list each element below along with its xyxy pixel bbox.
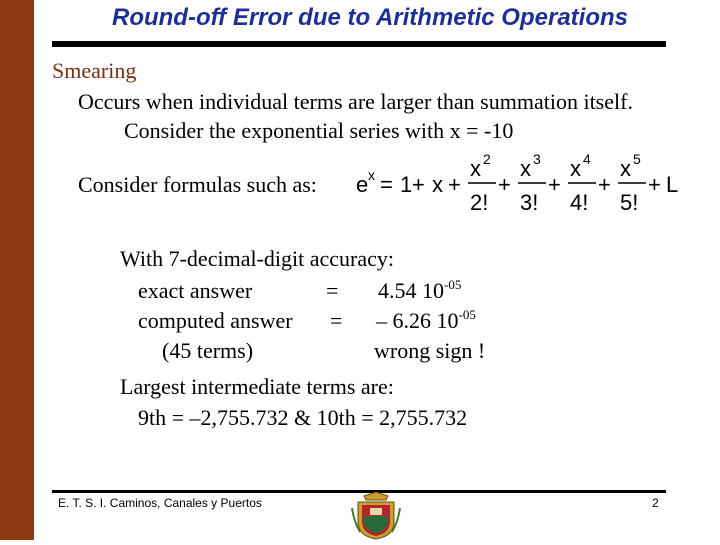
terms-note: (45 terms) — [162, 338, 254, 363]
footer-institution: E. T. S. I. Caminos, Canales y Puertos — [58, 496, 262, 510]
slide-sidebar — [0, 0, 34, 540]
series-text: Consider the exponential series with x = -10 — [124, 118, 514, 143]
formula-plus-3: + — [498, 172, 511, 197]
formula-eq: = — [380, 172, 393, 197]
exact-label: exact answer — [138, 278, 253, 303]
term-5-den: 5! — [620, 190, 639, 215]
formula-plus-1: + — [412, 172, 425, 197]
term-2-num: x — [470, 156, 481, 181]
term-3-pow: 3 — [533, 151, 541, 167]
term-2-pow: 2 — [483, 151, 491, 167]
term-2-den: 2! — [470, 190, 489, 215]
formula-plus-5: + — [598, 172, 611, 197]
formula-plus-6: + — [648, 172, 661, 197]
slide-title: Round-off Error due to Arithmetic Operations — [111, 4, 628, 31]
formula-lhs-exp: x — [368, 167, 375, 183]
term-5-num: x — [620, 156, 631, 181]
computed-equals: = — [330, 308, 343, 333]
term-4-pow: 4 — [583, 151, 591, 167]
formula-plus-4: + — [548, 172, 561, 197]
exact-equals: = — [326, 278, 339, 303]
formula-ellipsis: L — [666, 172, 679, 197]
section-heading: Smearing — [52, 58, 137, 83]
formula-one: 1 — [400, 172, 413, 197]
formula-intro: Consider formulas such as: — [78, 172, 317, 197]
term-4-num: x — [570, 156, 581, 181]
page-number: 2 — [652, 496, 659, 510]
term-3-num: x — [520, 156, 531, 181]
computed-value: – 6.26 $10^{-05}$ — [376, 307, 476, 333]
computed-label: computed answer — [138, 308, 293, 333]
formula-plus-2: + — [448, 172, 461, 197]
exact-exponent: -05 — [444, 277, 462, 292]
wrong-sign-note: wrong sign ! — [374, 338, 486, 363]
largest-terms-text: Largest intermediate terms are: — [120, 374, 394, 399]
accuracy-text: With 7-decimal-digit accuracy: — [120, 246, 394, 271]
ninth-tenth-terms: 9th = –2,755.732 & 10th = 2,755.732 — [138, 405, 468, 430]
term-5-pow: 5 — [633, 151, 641, 167]
title-divider — [52, 41, 666, 47]
exact-value: 4.54 $10^{-05}$ — [378, 277, 462, 303]
computed-exponent: -05 — [458, 307, 476, 322]
formula-lhs-base: e — [356, 172, 369, 197]
definition-text: Occurs when individual terms are larger than summation itself. — [78, 89, 633, 114]
term-3-den: 3! — [520, 190, 539, 215]
term-4-den: 4! — [570, 190, 589, 215]
exponential-series-formula — [352, 150, 692, 220]
formula-x: x — [432, 172, 443, 197]
university-seal-icon — [350, 492, 402, 540]
